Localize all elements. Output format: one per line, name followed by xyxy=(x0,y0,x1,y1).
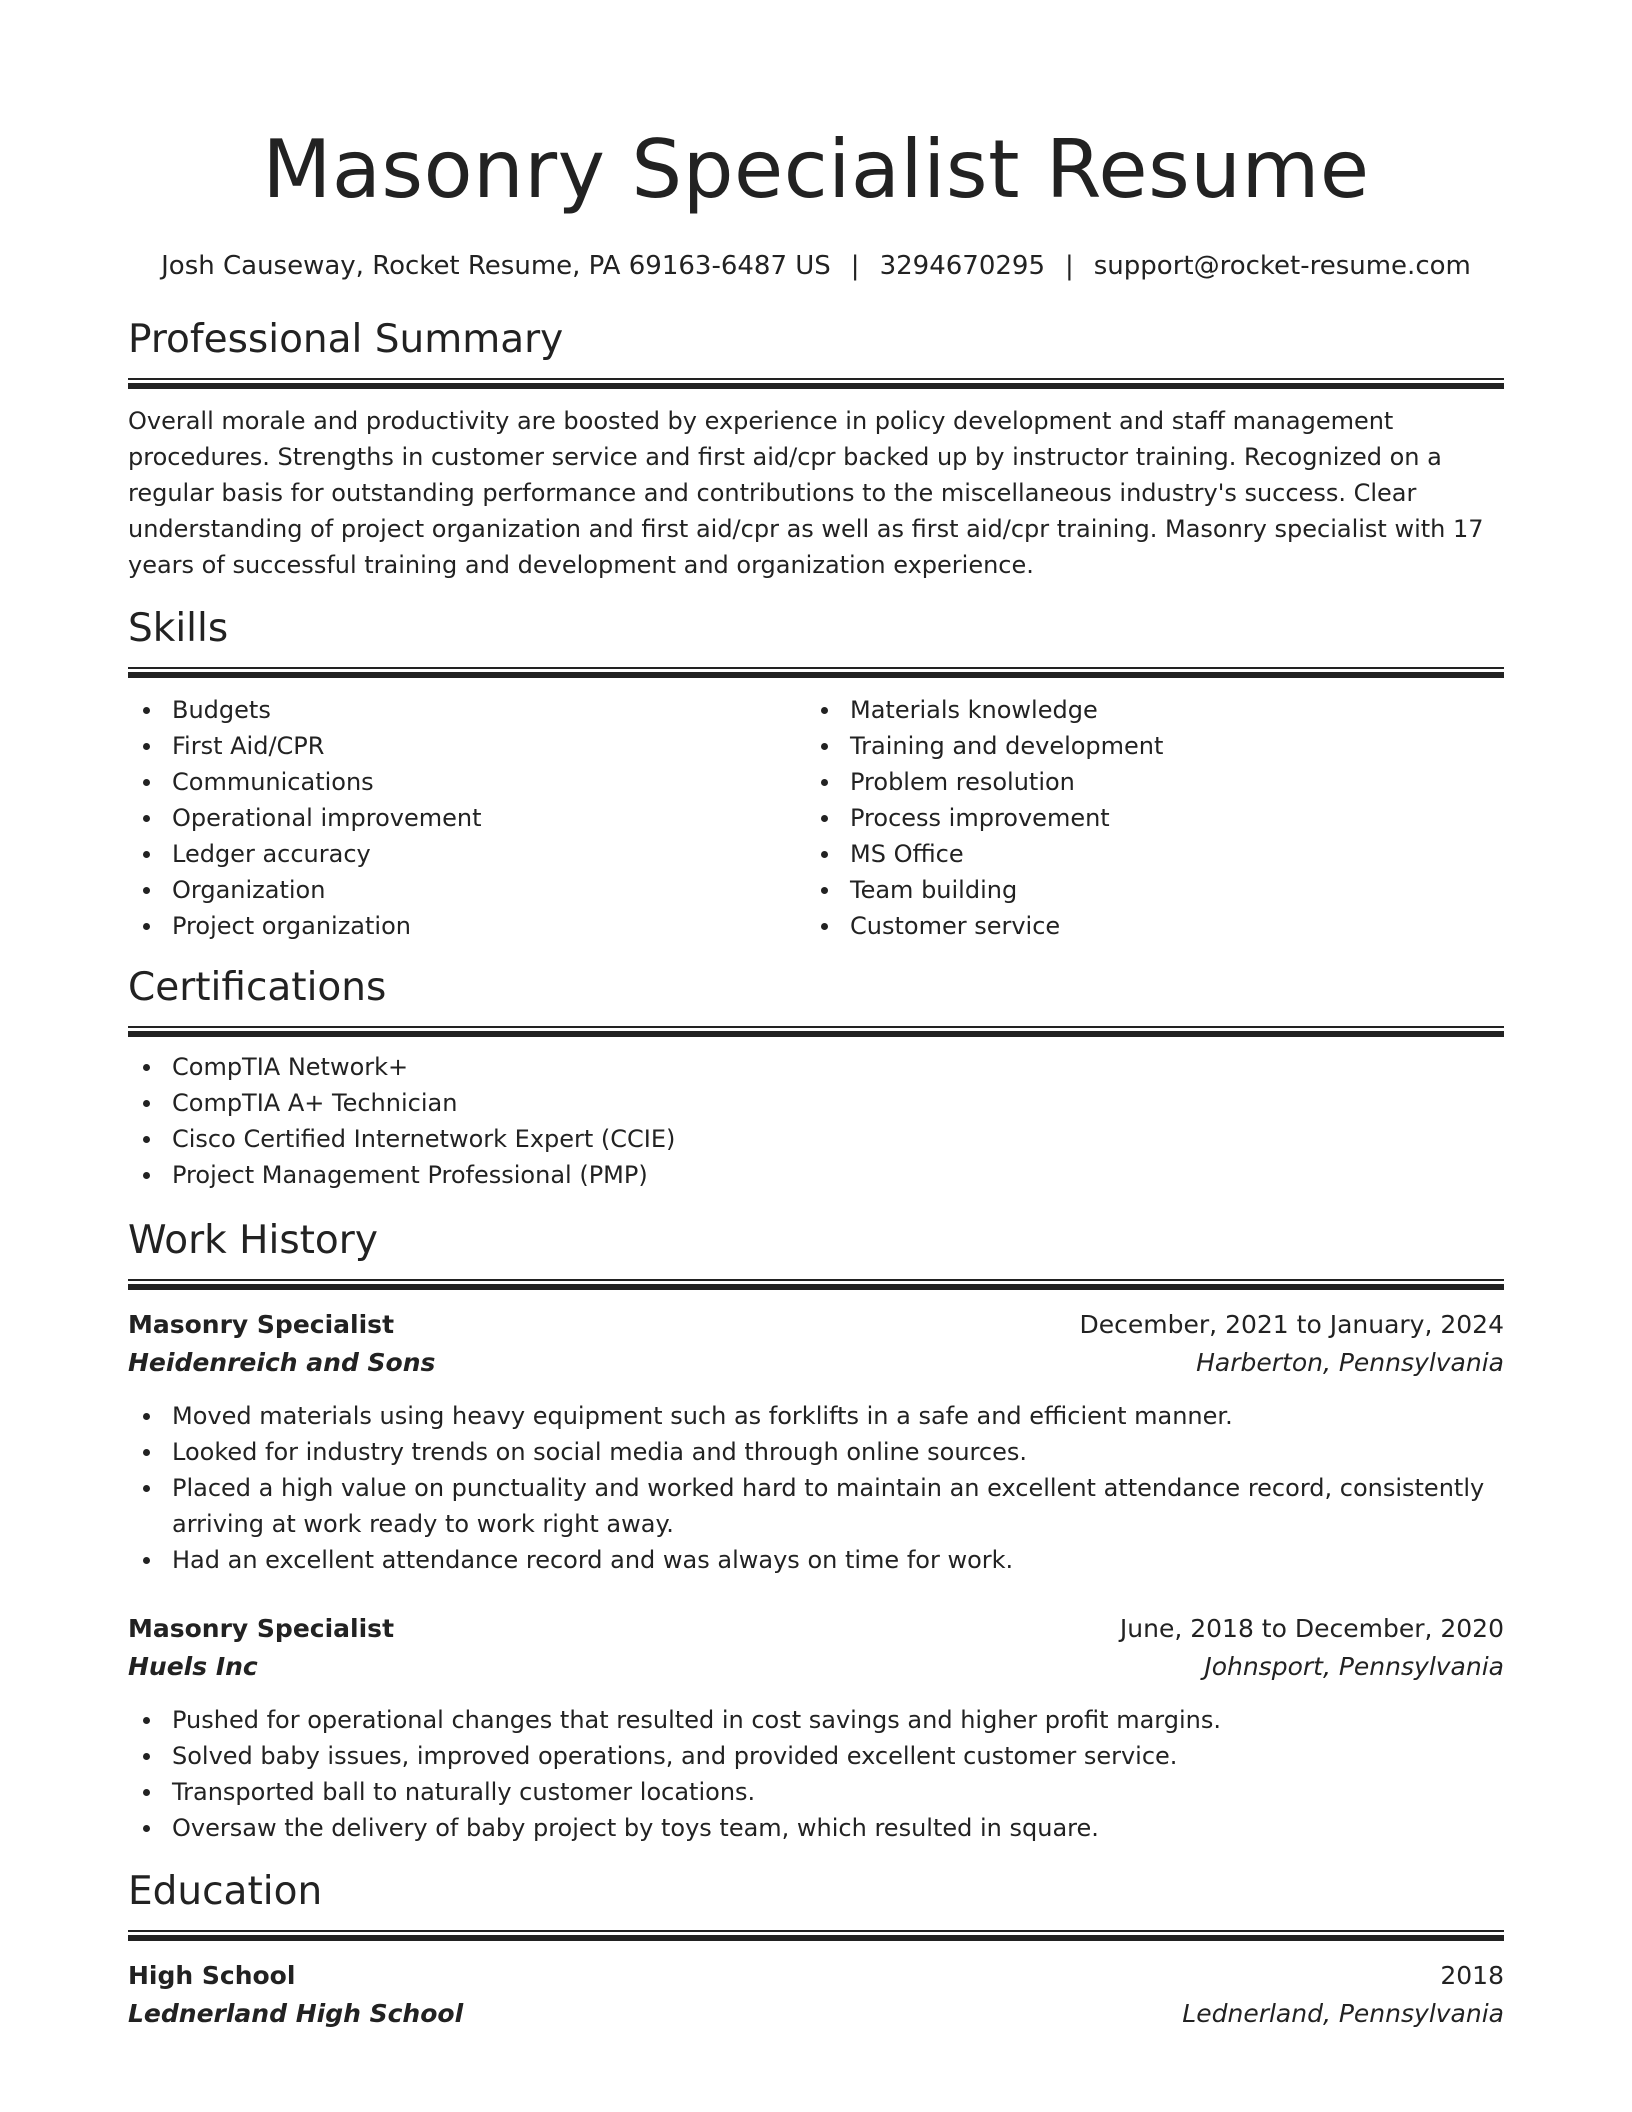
skill-item: Problem resolution xyxy=(850,764,1484,800)
job-company: Huels Inc xyxy=(128,1652,258,1681)
job-duties-list xyxy=(128,1398,1504,1578)
job-duty: Moved materials using heavy equipment such as forklifts in a safe and efficient manner. xyxy=(172,1398,1504,1434)
job-entry xyxy=(128,1306,1504,1578)
job-dates: June, 2018 to December, 2020 xyxy=(1119,1614,1504,1643)
contact-separator: | xyxy=(850,251,860,281)
skill-item: MS Office xyxy=(850,836,1484,872)
job-location: Johnsport, Pennsylvania xyxy=(1204,1652,1504,1681)
section-divider xyxy=(128,1279,1504,1290)
skills-column-right xyxy=(806,692,1484,944)
education-header xyxy=(128,1957,1504,1995)
skill-item: Ledger accuracy xyxy=(172,836,806,872)
job-title: Masonry Specialist xyxy=(128,1614,395,1643)
job-header xyxy=(128,1306,1504,1344)
skills-columns xyxy=(128,692,1504,944)
skill-item: Organization xyxy=(172,872,806,908)
resume-title: Masonry Specialist Resume xyxy=(262,123,1370,216)
certifications-list xyxy=(128,1049,1504,1193)
summary-heading: Professional Summary xyxy=(128,317,564,362)
contact-line xyxy=(128,250,1504,282)
certification-item: Project Management Professional (PMP) xyxy=(172,1157,1504,1193)
certifications-heading: Certifications xyxy=(128,965,387,1010)
education-section xyxy=(128,1868,1504,2033)
certification-item: Cisco Certified Internetwork Expert (CCIE) xyxy=(172,1121,1504,1157)
job-duty: Pushed for operational changes that resulted in cost savings and higher profit margins. xyxy=(172,1702,1504,1738)
skill-item: Materials knowledge xyxy=(850,692,1484,728)
job-title: Masonry Specialist xyxy=(128,1310,395,1339)
summary-text: Overall morale and productivity are boosted by experience in policy development and staff management procedures. Strengths in customer service and first aid/cpr backed up by instructor training. Recognized on a regular basis for outstanding performance and contributions to the miscellaneous industry's success. Clear understanding of project organization and first aid/cpr as well as first aid/cpr training. Masonry specialist with 17 years of successful training and development and organization experience. xyxy=(128,407,1484,579)
job-duties-list xyxy=(128,1702,1504,1846)
education-location: Lednerland, Pennsylvania xyxy=(1182,1999,1504,2028)
resume-content xyxy=(128,0,1504,2033)
job-duty: Transported ball to naturally customer locations. xyxy=(172,1774,1504,1810)
section-divider xyxy=(128,1026,1504,1037)
skill-item: Team building xyxy=(850,872,1484,908)
skills-heading: Skills xyxy=(128,606,229,651)
skill-item: Operational improvement xyxy=(172,800,806,836)
skill-item: Budgets xyxy=(172,692,806,728)
skill-item: First Aid/CPR xyxy=(172,728,806,764)
education-subheader xyxy=(128,1995,1504,2033)
education-school: Lednerland High School xyxy=(128,1999,464,2028)
skills-column-left xyxy=(128,692,806,944)
section-divider xyxy=(128,667,1504,678)
job-subheader xyxy=(128,1648,1504,1686)
education-degree: High School xyxy=(128,1961,296,1990)
job-location: Harberton, Pennsylvania xyxy=(1196,1348,1504,1377)
job-dates: December, 2021 to January, 2024 xyxy=(1079,1310,1504,1339)
skill-item: Process improvement xyxy=(850,800,1484,836)
job-subheader xyxy=(128,1344,1504,1382)
job-duty: Placed a high value on punctuality and worked hard to maintain an excellent attendance record, consistently arriving at work ready to work right away. xyxy=(172,1470,1504,1542)
section-divider xyxy=(128,378,1504,389)
job-header xyxy=(128,1610,1504,1648)
contact-separator: | xyxy=(1064,251,1074,281)
education-heading: Education xyxy=(128,1869,323,1914)
skill-item: Training and development xyxy=(850,728,1484,764)
work-history-heading: Work History xyxy=(128,1218,378,1263)
job-duty: Oversaw the delivery of baby project by toys team, which resulted in square. xyxy=(172,1810,1504,1846)
work-history-section xyxy=(128,1217,1504,1846)
education-entry xyxy=(128,1957,1504,2033)
certifications-section xyxy=(128,964,1504,1193)
job-duty: Solved baby issues, improved operations, and provided excellent customer service. xyxy=(172,1738,1504,1774)
education-year: 2018 xyxy=(1440,1961,1504,1990)
contact-email: support@rocket-resume.com xyxy=(1093,251,1471,281)
job-entry xyxy=(128,1610,1504,1846)
certification-item: CompTIA A+ Technician xyxy=(172,1085,1504,1121)
skill-item: Communications xyxy=(172,764,806,800)
section-divider xyxy=(128,1930,1504,1941)
skill-item: Customer service xyxy=(850,908,1484,944)
job-duty: Had an excellent attendance record and was always on time for work. xyxy=(172,1542,1504,1578)
job-company: Heidenreich and Sons xyxy=(128,1348,436,1377)
job-duty: Looked for industry trends on social media and through online sources. xyxy=(172,1434,1504,1470)
skills-section xyxy=(128,605,1504,944)
contact-address: Josh Causeway, Rocket Resume, PA 69163-6487 US xyxy=(161,251,831,281)
summary-section xyxy=(128,316,1504,583)
certification-item: CompTIA Network+ xyxy=(172,1049,1504,1085)
contact-phone: 3294670295 xyxy=(879,251,1045,281)
skill-item: Project organization xyxy=(172,908,806,944)
